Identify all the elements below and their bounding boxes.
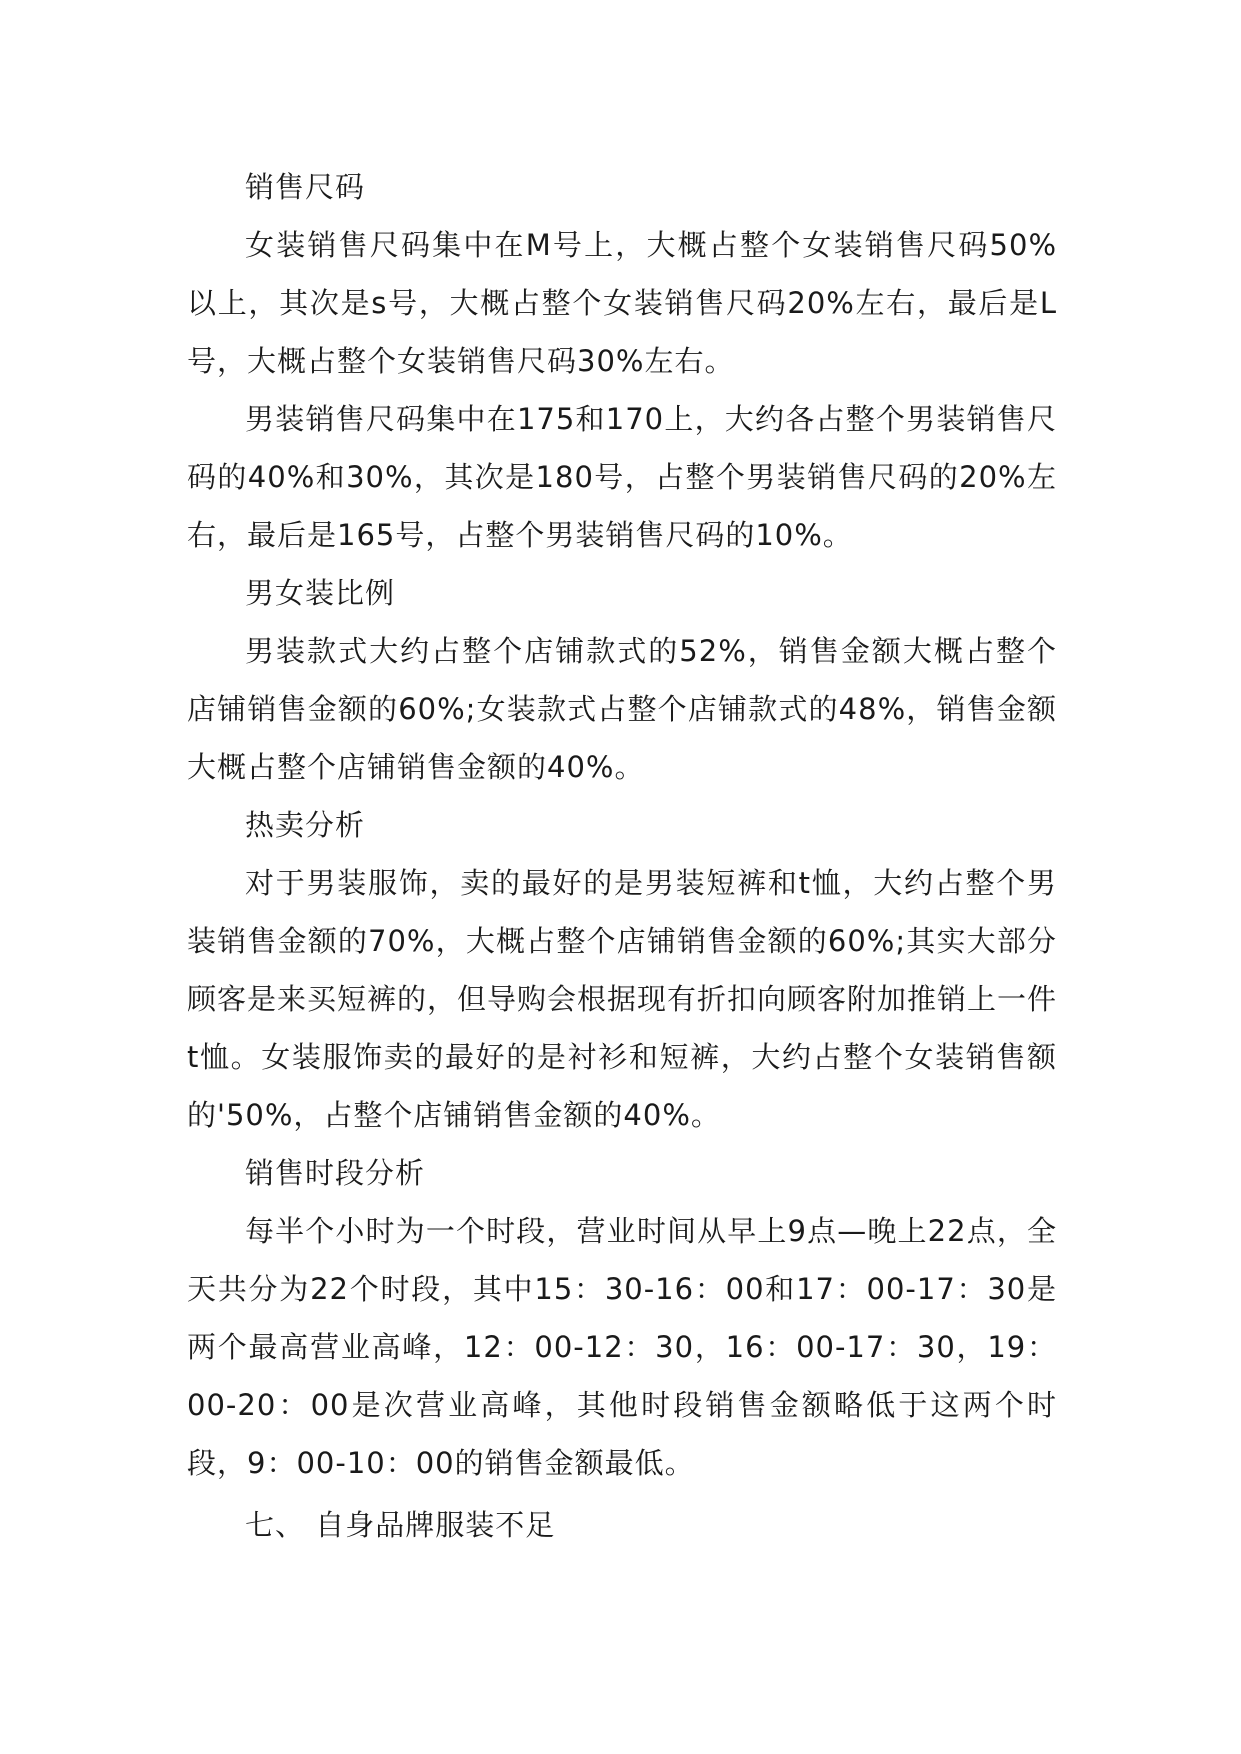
section-heading-sales-size: 销售尺码 — [245, 170, 366, 204]
section-heading-hot-sales: 热卖分析 — [245, 808, 366, 842]
section-heading-time-periods: 销售时段分析 — [245, 1156, 426, 1190]
section-heading-brand-shortcomings: 七、 自身品牌服装不足 — [245, 1508, 556, 1542]
paragraph-hot-sales: 对于男装服饰，卖的最好的是男装短裤和t恤，大约占整个男装销售金额的70%，大概占整个店铺销售金额的60%;其实大部分顾客是来买短裤的，但导购会根据现有折扣向顾客附加推销上一件t恤。女装服饰卖的最好的是衬衫和短裤，大约占整个女装销售额的'50%，占整个店铺销售金额的40%。 — [187, 866, 1058, 1132]
paragraph-time-periods: 每半个小时为一个时段，营业时间从早上9点—晚上22点，全天共分为22个时段，其中15：30-16：00和17：00-17：30是两个最高营业高峰，12：00-12：30，16：00-17：30，19：00-20：00是次营业高峰，其他时段销售金额略低于这两个时段，9：00-10：00的销售金额最低。 — [187, 1214, 1057, 1480]
paragraph-men-size: 男装销售尺码集中在175和170上，大约各占整个男装销售尺码的40%和30%，其次是180号，占整个男装销售尺码的20%左右，最后是165号，占整个男装销售尺码的10%。 — [187, 402, 1057, 552]
paragraph-women-size: 女装销售尺码集中在M号上，大概占整个女装销售尺码50%以上，其次是s号，大概占整个女装销售尺码20%左右，最后是L号，大概占整个女装销售尺码30%左右。 — [187, 228, 1057, 378]
section-heading-gender-ratio: 男女装比例 — [245, 576, 396, 610]
paragraph-gender-ratio: 男装款式大约占整个店铺款式的52%，销售金额大概占整个店铺销售金额的60%;女装款式占整个店铺款式的48%，销售金额大概占整个店铺销售金额的40%。 — [187, 634, 1057, 784]
document-body — [187, 158, 1057, 1554]
